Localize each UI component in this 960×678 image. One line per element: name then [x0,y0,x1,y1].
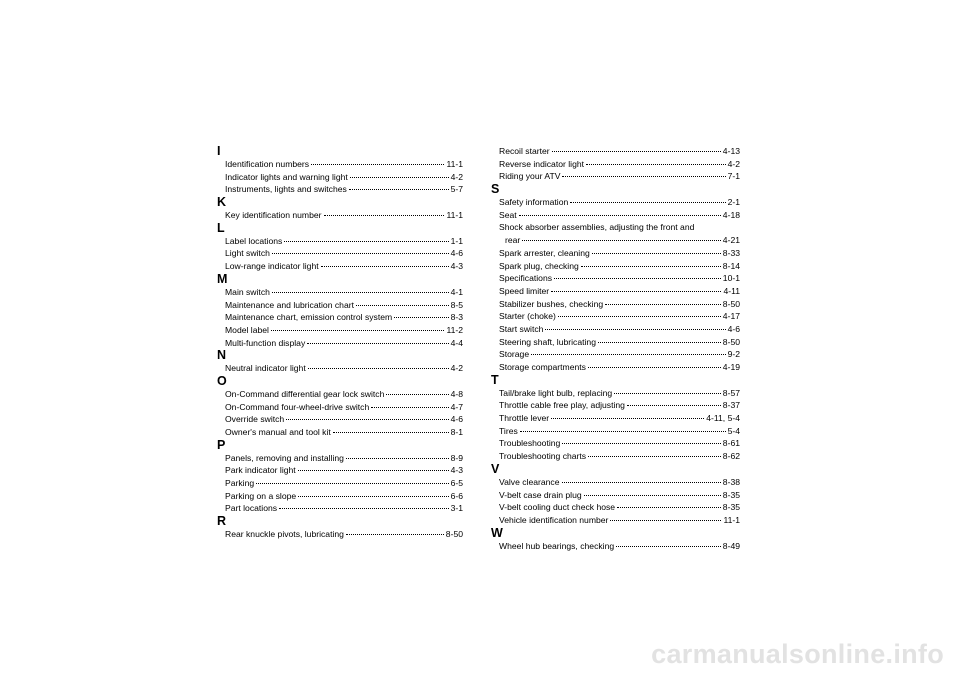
dot-leader [333,432,449,433]
index-entry [217,183,463,196]
index-entry [217,311,463,324]
entry-page-number: 4-3 [450,465,463,476]
entry-label: Vehicle identification number [499,514,609,525]
index-entry [217,299,463,312]
entry-label: Maintenance and lubrication chart [225,299,354,310]
entry-page-number: 8-50 [722,336,740,347]
index-entry [491,387,740,400]
dot-leader [562,176,725,177]
dot-leader [272,292,449,293]
index-letter-heading: T [491,372,499,387]
entry-label: Stabilizer bushes, checking [499,298,604,309]
dot-leader [562,482,721,483]
entry-page-number: 8-5 [450,299,463,310]
index-entry [491,170,740,183]
entry-label: Indicator lights and warning light [225,171,348,182]
dot-leader [584,495,721,496]
dot-leader [588,367,721,368]
entry-page-number: 4-2 [450,171,463,182]
index-entry [491,476,740,489]
entry-label: Storage compartments [499,362,586,372]
entry-label: Reverse indicator light [499,158,585,169]
dot-leader [554,278,721,279]
entry-page-number: 8-62 [722,451,740,462]
entry-label: Storage [499,349,530,360]
index-entry [217,464,463,477]
entry-page-number: 8-35 [722,489,740,500]
index-entry [491,501,740,514]
dot-leader [308,368,449,369]
index-letter-heading: W [491,525,503,540]
index-entry [491,234,740,247]
dot-leader [520,431,726,432]
entry-label: Light switch [225,248,270,259]
entry-page-number: 8-38 [722,476,740,487]
entry-page-number: 3-1 [450,503,463,514]
index-entry [217,477,463,490]
dot-leader [371,407,448,408]
dot-leader [581,266,721,267]
entry-page-number: 4-6 [450,414,463,425]
index-letter-heading: K [217,195,227,210]
entry-page-number: 5-7 [450,184,463,195]
entry-page-number: 8-33 [722,247,740,258]
dot-leader [610,520,721,521]
index-entry [491,336,740,349]
entry-page-number: 4-8 [450,388,463,399]
index-column-left [217,145,463,541]
entry-label: Spark plug, checking [499,260,579,271]
entry-page-number: 9-2 [727,349,740,360]
entry-label: Recoil starter [499,146,550,156]
entry-label: On-Command differential gear lock switch [225,388,385,399]
index-entry [491,412,740,425]
index-letter-heading: R [217,514,227,529]
entry-page-number: 8-14 [722,260,740,271]
entry-label: Speed limiter [499,285,550,296]
dot-leader [551,418,704,419]
entry-page-number: 4-17 [722,311,740,322]
entry-page-number: 4-11, 5-4 [706,413,740,424]
entry-label: Tail/brake light bulb, replacing [499,387,613,398]
entry-page-number: 8-50 [722,298,740,309]
index-entry [217,286,463,299]
dot-leader [616,546,721,547]
index-entry [217,247,463,260]
index-entry [217,362,463,375]
entry-page-number: 4-13 [722,146,740,156]
entry-label: Main switch [225,286,270,297]
dot-leader [552,151,721,152]
entry-page-number: 1-1 [450,235,463,246]
entry-page-number: 8-50 [445,529,463,540]
entry-label: Panels, removing and installing [225,452,344,463]
entry-page-number: 6-5 [450,478,463,489]
dot-leader [279,508,449,509]
entry-page-number: 8-35 [722,502,740,513]
index-entry [217,490,463,503]
index-entry [491,450,740,463]
index-letter-heading: S [491,182,500,197]
entry-label: Troubleshooting charts [499,451,587,462]
entry-page-number: 4-1 [450,286,463,297]
entry-label: Key identification number [225,210,322,221]
entry-page-number: 8-9 [450,452,463,463]
index-entry [217,528,463,541]
index-entry [217,235,463,248]
entry-label: Safety information [499,197,569,208]
entry-label: Low-range indicator light [225,261,319,272]
entry-label: V-belt case drain plug [499,489,582,500]
entry-page-number: 8-61 [722,438,740,449]
index-letter-heading: L [217,220,225,235]
entry-label: Maintenance chart, emission control system [225,312,393,323]
entry-label: Park indicator light [225,465,296,476]
entry-page-number: 4-7 [450,401,463,412]
dot-leader [271,330,444,331]
index-entry [491,399,740,412]
index-entry [491,323,740,336]
entry-page-number: 5-4 [727,425,740,436]
entry-page-number: 6-6 [450,490,463,501]
dot-leader [558,316,721,317]
dot-leader [298,496,448,497]
dot-leader [298,470,449,471]
entry-label: Override switch [225,414,285,425]
index-entry [491,285,740,298]
index-letter-heading: P [217,437,226,452]
entry-page-number: 4-11 [723,285,740,296]
index-entry [491,247,740,260]
dot-leader [307,343,448,344]
dot-leader [321,266,449,267]
dot-leader [545,329,725,330]
entry-page-number: 10-1 [722,273,740,284]
entry-page-number: 8-37 [722,400,740,411]
dot-leader [522,240,721,241]
entry-page-number: 7-1 [727,171,740,182]
dot-leader [531,354,725,355]
entry-page-number: 8-1 [450,427,463,437]
index-entry [217,452,463,465]
entry-label: Neutral indicator light [225,363,306,374]
entry-label: Multi-function display [225,337,306,348]
index-entry [217,388,463,401]
entry-label: Owner's manual and tool kit [225,427,331,437]
entry-page-number: 11-2 [446,324,463,335]
index-letter-heading: M [217,271,228,286]
index-entry [491,361,740,374]
dot-leader [551,291,721,292]
index-entry [491,514,740,527]
index-entry [217,426,463,439]
entry-label: Rear knuckle pivots, lubricating [225,529,344,540]
entry-label: Start switch [499,323,544,334]
index-entry [491,272,740,285]
index-entry [491,196,740,209]
entry-label: Throttle lever [499,413,550,424]
entry-page-number: 11-1 [446,159,463,169]
index-entry [491,425,740,438]
entry-page-number: 11-1 [723,514,740,525]
index-entry [491,310,740,323]
entry-page-number: 4-3 [450,261,463,272]
index-letter-heading: V [491,461,500,476]
dot-leader [394,317,448,318]
dot-leader [627,405,721,406]
dot-leader [586,164,726,165]
entry-page-number: 8-57 [722,387,740,398]
index-entry [217,324,463,337]
dot-leader [605,304,721,305]
entry-label: Specifications [499,273,553,284]
entry-label: Parking [225,478,255,489]
dot-leader [592,253,721,254]
dot-leader [324,215,445,216]
index-entry [217,158,463,171]
entry-page-number: 4-19 [722,362,740,372]
dot-leader [284,241,448,242]
entry-label: Label locations [225,235,283,246]
index-entry [491,437,740,450]
entry-page-number: 2-1 [727,197,740,208]
dot-leader [346,458,449,459]
index-letter-heading: O [217,373,227,388]
index-entry [491,209,740,222]
dot-leader [386,394,448,395]
entry-label: Parking on a slope [225,490,297,501]
entry-label: Wheel hub bearings, checking [499,540,615,551]
entry-label: Seat [499,209,517,220]
entry-label: Riding your ATV [499,171,561,182]
entry-label: Spark arrester, cleaning [499,247,590,258]
index-entry [491,348,740,361]
index-entry [217,502,463,515]
entry-label: On-Command four-wheel-drive switch [225,401,370,412]
dot-leader [346,534,444,535]
entry-page-number: 8-49 [722,540,740,551]
index-entry [491,145,740,158]
index-entry [217,209,463,222]
dot-leader [349,189,449,190]
entry-page-number: 4-4 [450,337,463,348]
dot-leader [588,456,721,457]
index-letter-heading: I [217,144,221,158]
index-entry [217,260,463,273]
index-entry [217,401,463,414]
index-entry [491,540,740,553]
watermark: carmanualsonline.info [651,639,944,669]
entry-label: Troubleshooting [499,438,561,449]
index-letter-heading: N [217,348,227,363]
index-entry [491,298,740,311]
entry-label: Identification numbers [225,159,310,169]
dot-leader [562,443,720,444]
dot-leader [350,177,449,178]
entry-page-number: 4-2 [450,363,463,374]
dot-leader [614,393,721,394]
index-entry [491,158,740,171]
index-column-right [491,145,740,552]
entry-label: Tires [499,425,518,436]
dot-leader [519,215,721,216]
entry-page-number: 4-21 [722,235,740,246]
index-entry [491,221,740,234]
index-entry [491,260,740,273]
entry-label: Instruments, lights and switches [225,184,347,195]
dot-leader [570,202,725,203]
entry-page-number: 4-2 [727,158,740,169]
index-entry [491,489,740,502]
entry-label: Model label [225,324,269,335]
dot-leader [311,164,444,165]
entry-label: Valve clearance [499,476,560,487]
index-entry [217,413,463,426]
entry-page-number: 11-1 [446,210,463,221]
dot-leader [272,253,449,254]
dot-leader [598,342,721,343]
entry-label: rear [505,235,521,246]
entry-page-number: 4-6 [727,323,740,334]
entry-label: Starter (choke) [499,311,556,322]
entry-label: Steering shaft, lubricating [499,336,596,347]
index-entry [217,337,463,350]
entry-page-number: 4-6 [450,248,463,259]
entry-label: Throttle cable free play, adjusting [499,400,625,411]
dot-leader [356,305,449,306]
dot-leader [256,483,448,484]
entry-label: V-belt cooling duct check hose [499,502,616,513]
entry-label: Part locations [225,503,278,514]
entry-label: Shock absorber assemblies, adjusting the front and [499,222,695,233]
entry-page-number: 8-3 [450,312,463,323]
dot-leader [286,419,448,420]
dot-leader [617,507,721,508]
entry-page-number: 4-18 [722,209,740,220]
index-entry [217,171,463,184]
